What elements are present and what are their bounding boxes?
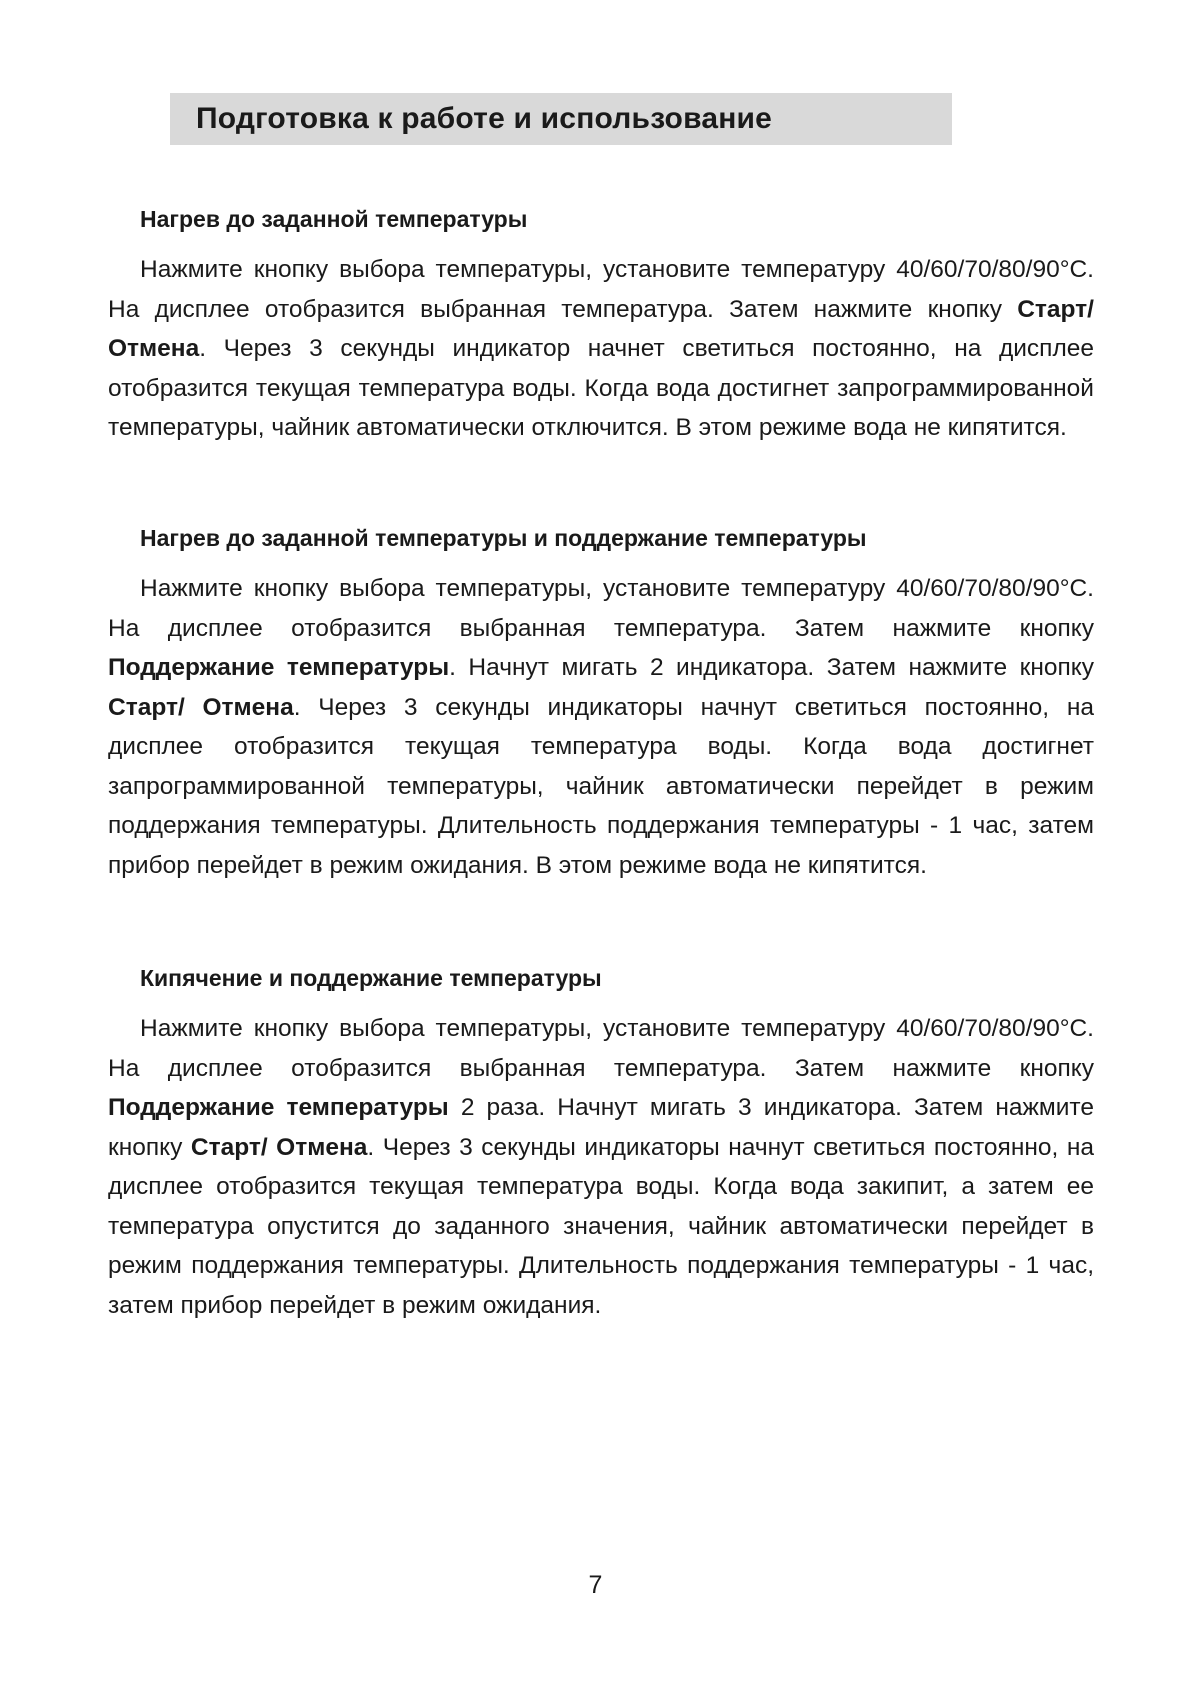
paragraph-text: . Через 3 секунды индикатор начнет светиться постоянно, на дисплее отобразится текущая температура воды. Когда вода достигнет запрограммированной температуры, чайник автоматически отключится. В этом режиме вода не кипятится. bbox=[108, 335, 1094, 441]
section-paragraph bbox=[108, 569, 1094, 885]
section-paragraph bbox=[108, 250, 1094, 448]
keep-warm-button-label: Поддержание температуры bbox=[108, 654, 450, 681]
paragraph-text: 2 раза. Начнут мигать 3 индикатора. Затем нажмите кнопку bbox=[108, 1094, 1094, 1161]
section-heading: Кипячение и поддержание температуры bbox=[140, 965, 602, 991]
paragraph-text: Нажмите кнопку выбора температуры, установите температуру 40/60/70/80/90°C. На дисплее отобразится выбранная температура. Затем нажмите кнопку bbox=[108, 256, 1094, 323]
section-heading: Нагрев до заданной температуры bbox=[140, 206, 528, 232]
section-heat-and-keep-warm bbox=[108, 523, 1094, 885]
section-heading: Нагрев до заданной температуры и поддержание температуры bbox=[140, 525, 867, 551]
start-cancel-button-label: Старт/ Отмена bbox=[108, 295, 1094, 362]
section-boil-and-keep-warm bbox=[108, 963, 1094, 1325]
page-title: Подготовка к работе и использование bbox=[196, 102, 773, 135]
page-number: 7 bbox=[588, 1571, 603, 1599]
page-title-bar bbox=[170, 93, 952, 145]
paragraph-text: . Через 3 секунды индикаторы начнут светиться постоянно, на дисплее отобразится текущая температура воды. Когда вода закипит, а затем ее температура опустится до заданного значения, чайник автоматически перейдет в режим поддержания температуры. Длительность поддержания температуры - 1 час, затем прибор перейдет в режим ожидания. bbox=[108, 1133, 1094, 1319]
keep-warm-button-label: Поддержание температуры bbox=[108, 1094, 449, 1121]
paragraph-text: Нажмите кнопку выбора температуры, установите температуру 40/60/70/80/90°C. На дисплее отобразится выбранная температура. Затем нажмите кнопку bbox=[108, 1015, 1094, 1082]
section-heat-to-temperature bbox=[108, 204, 1094, 448]
start-cancel-button-label: Старт/ Отмена bbox=[108, 693, 294, 721]
paragraph-text: Нажмите кнопку выбора температуры, установите температуру 40/60/70/80/90°C. На дисплее отобразится выбранная температура. Затем нажмите кнопку bbox=[108, 575, 1094, 642]
section-paragraph bbox=[108, 1009, 1094, 1325]
paragraph-text: . Начнут мигать 2 индикатора. Затем нажмите кнопку bbox=[449, 654, 1095, 681]
paragraph-text: . Через 3 секунды индикаторы начнут светиться постоянно, на дисплее отобразится текущая температура воды. Когда вода достигнет запрограммированной температуры, чайник автоматически перейдет в режим поддержания температуры. Длительность поддержания температуры - 1 час, затем прибор перейдет в режим ожидания. В этом режиме вода не кипятится. bbox=[108, 693, 1094, 879]
start-cancel-button-label: Старт/ Отмена bbox=[190, 1133, 368, 1161]
